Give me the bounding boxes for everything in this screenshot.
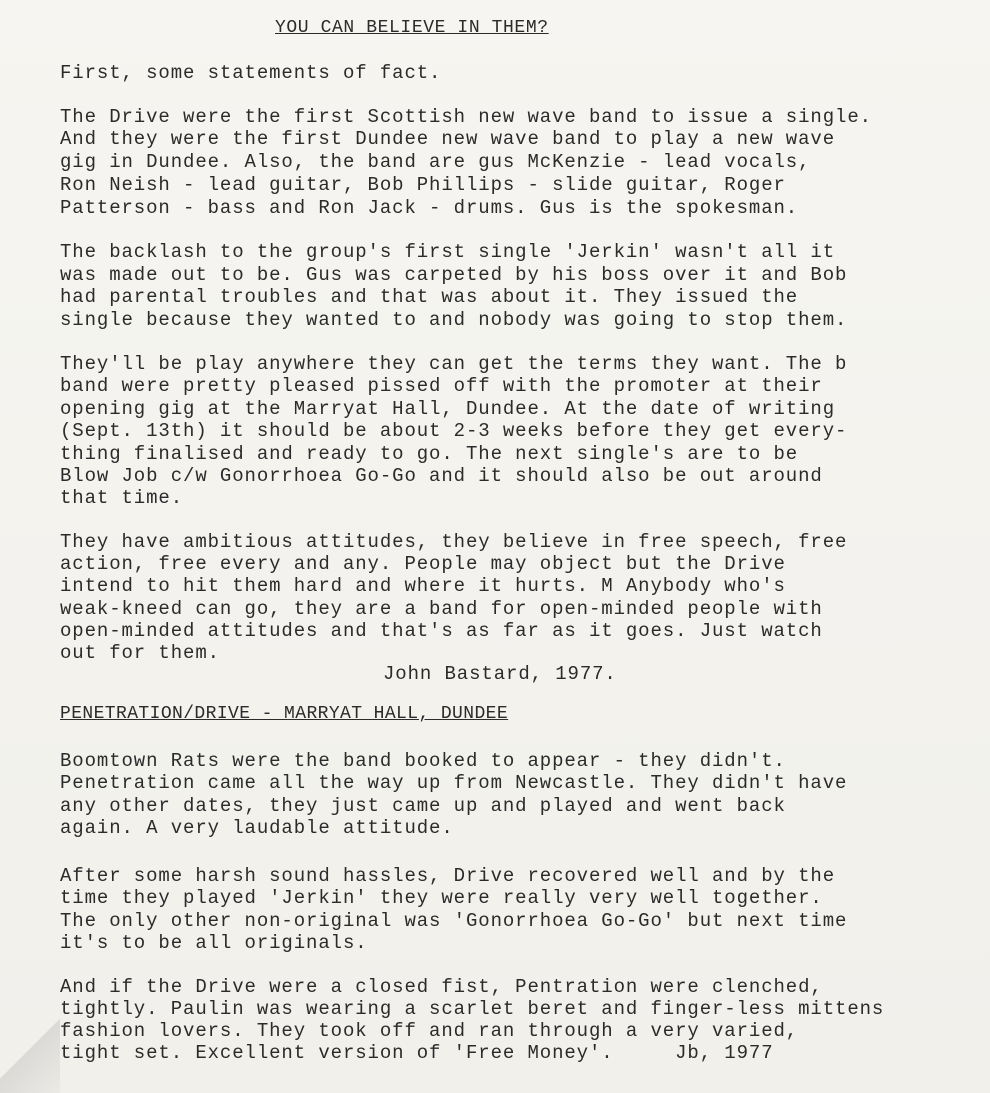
para2-line: The backlash to the group's first single 'Jerkin' wasn't all it [60,241,836,263]
para3-line: Blow Job c/w Gonorrhoea Go-Go and it should also be out around [60,465,823,487]
para6-line: it's to be all originals. [60,932,368,954]
para4-line: They have ambitious attitudes, they believe in free speech, free [60,531,848,553]
para1-line: Ron Neish - lead guitar, Bob Phillips - slide guitar, Roger [60,174,786,196]
para3-line: band were pretty pleased pissed off with the promoter at their [60,375,823,397]
section-heading: PENETRATION/DRIVE - MARRYAT HALL, DUNDEE [60,704,509,724]
para5-line: again. A very laudable attitude. [60,817,454,839]
para7-line: fashion lovers. They took off and ran through a very varied, [60,1020,799,1042]
para7-line: And if the Drive were a closed fist, Pentration were clenched, [60,976,823,998]
para3-line: thing finalised and ready to go. The next single's are to be [60,443,799,465]
para3-line: They'll be play anywhere they can get the terms they want. The b [60,353,848,375]
para4-line: out for them. [60,642,220,664]
intro-line: First, some statements of fact. [60,62,442,84]
para4-line: weak-kneed can go, they are a band for open-minded people with [60,598,823,620]
signature-john-bastard: John Bastard, 1977. [383,663,617,685]
para3-line: that time. [60,487,184,509]
para4-line: open-minded attitudes and that's as far as it goes. Just watch [60,620,823,642]
para4-line: intend to hit them hard and where it hurts. M Anybody who's [60,575,786,597]
para3-line: opening gig at the Marryat Hall, Dundee. At the date of writing [60,398,836,420]
para2-line: was made out to be. Gus was carpeted by his boss over it and Bob [60,264,848,286]
para5-line: Boomtown Rats were the band booked to appear - they didn't. [60,750,786,772]
para1-line: gig in Dundee. Also, the band are gus McKenzie - lead vocals, [60,151,811,173]
para4-line: action, free every and any. People may object but the Drive [60,553,786,575]
para5-line: any other dates, they just came up and played and went back [60,795,786,817]
para1-line: The Drive were the first Scottish new wave band to issue a single. [60,106,872,128]
page-title: YOU CAN BELIEVE IN THEM? [275,18,549,38]
para5-line: Penetration came all the way up from Newcastle. They didn't have [60,772,848,794]
para2-line: single because they wanted to and nobody was going to stop them. [60,309,848,331]
para7-line: tightly. Paulin was wearing a scarlet beret and finger-less mittens [60,998,885,1020]
para1-line: Patterson - bass and Ron Jack - drums. Gus is the spokesman. [60,197,799,219]
para6-line: The only other non-original was 'Gonorrhoea Go-Go' but next time [60,910,848,932]
para2-line: had parental troubles and that was about it. They issued the [60,286,799,308]
para1-line: And they were the first Dundee new wave band to play a new wave [60,128,836,150]
para6-line: time they played 'Jerkin' they were really very well together. [60,887,823,909]
para6-line: After some harsh sound hassles, Drive recovered well and by the [60,865,836,887]
para7-line: tight set. Excellent version of 'Free Money'. Jb, 1977 [60,1042,774,1064]
para3-line: (Sept. 13th) it should be about 2-3 weeks before they get every- [60,420,848,442]
page-fold-shadow [0,1003,60,1093]
